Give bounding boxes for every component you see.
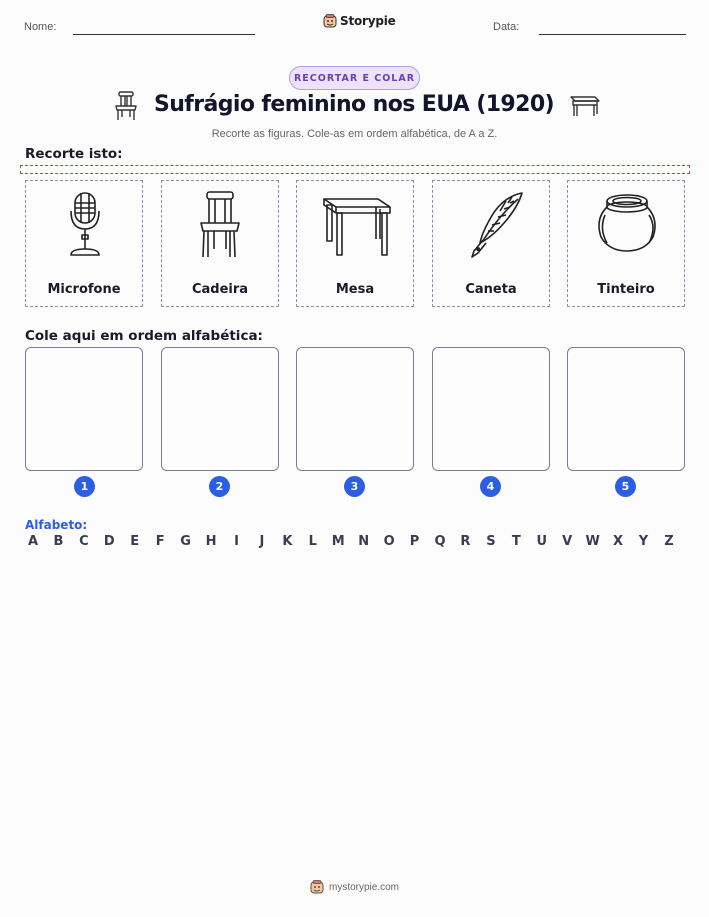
alphabet-letter: S [486,534,496,549]
instructions: Recorte as figuras. Cole-as em ordem alfabética, de A a Z. [211,128,498,140]
alphabet-letter: J [259,534,265,549]
cut-card-inkwell[interactable] [567,180,685,307]
alphabet-letter: Q [434,534,446,549]
alphabet-letter: E [130,534,140,549]
paste-box-2[interactable] [161,347,279,471]
slot-number: 4 [480,476,501,497]
alphabet-letter: H [205,534,217,549]
inkwell-icon [587,189,667,261]
card-label: Mesa [335,282,375,297]
alphabet-letter: C [79,534,89,549]
name-label: Nome: [24,21,57,33]
alphabet-letter: X [613,534,624,549]
alphabet-letter: M [331,534,345,549]
microphone-icon [45,189,125,261]
footer [0,880,709,894]
alphabet-label: Alfabeto: [25,518,88,532]
paste-box-4[interactable] [432,347,550,471]
cut-card-chair[interactable] [161,180,279,307]
alphabet-letter: O [383,534,395,549]
slot-number: 5 [615,476,636,497]
table-icon [316,189,396,261]
storypie-logo-icon [310,880,324,894]
alphabet-letter: A [27,534,39,549]
paste-box-5[interactable] [567,347,685,471]
alphabet-letter: G [180,534,191,549]
alphabet-letter: L [308,534,317,549]
cut-card-pen[interactable] [432,180,550,307]
date-line [539,34,686,35]
brand-name: Storypie [340,14,396,28]
footer-site[interactable]: mystorypie.com [328,881,399,893]
card-label: Cadeira [191,282,249,297]
card-label: Tinteiro [597,282,655,297]
alphabet-letter: B [53,534,64,549]
alphabet-letter: W [585,534,600,549]
alphabet-row [25,534,685,549]
cut-card-microphone[interactable] [25,180,143,307]
alphabet-letter: K [282,534,293,549]
alphabet-letter: U [536,534,548,549]
alphabet-letter: N [358,534,370,549]
card-label: Caneta [465,282,517,297]
alphabet-letter: I [234,534,239,549]
alphabet-letter: V [562,534,573,549]
slot-number: 3 [344,476,365,497]
cut-line [20,165,690,174]
chair-icon [113,90,139,122]
card-label: Microfone [47,282,121,297]
quill-pen-icon [452,189,532,261]
storypie-logo-icon [323,14,337,28]
slot-number: 1 [74,476,95,497]
paste-box-3[interactable] [296,347,414,471]
alphabet-letter: T [511,534,521,549]
chair-icon [181,189,261,261]
paste-box-1[interactable] [25,347,143,471]
alphabet-letter: Y [638,534,649,549]
header [0,14,709,44]
brand [323,14,396,28]
page-title: Sufrágio feminino nos EUA (1920) [154,92,555,117]
cut-section-label: Recorte isto: [25,146,123,162]
alphabet-letter: R [460,534,471,549]
activity-badge: RECORTAR E COLAR [289,66,420,90]
slot-number: 2 [209,476,230,497]
alphabet-letter: Z [664,534,674,549]
alphabet-letter: D [103,534,115,549]
title-row [0,90,709,126]
paste-section-label: Cole aqui em ordem alfabética: [25,328,263,344]
table-icon [567,94,601,118]
alphabet-letter: P [409,534,420,549]
cut-card-table[interactable] [296,180,414,307]
alphabet-letter: F [155,534,165,549]
name-line [73,34,255,35]
date-label: Data: [493,21,520,33]
